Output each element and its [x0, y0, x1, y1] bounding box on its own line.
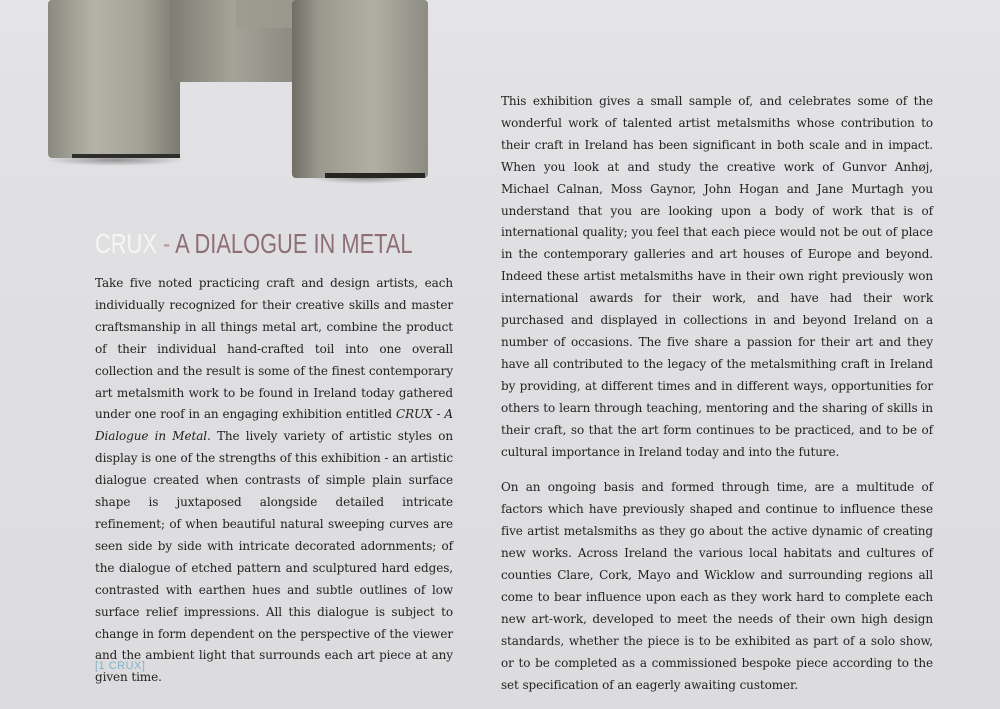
exhibition-title-italic: CRUX - A Dialogue in Metal — [95, 407, 453, 444]
paragraph-influences: On an ongoing basis and formed through time, are a multitude of factors which have previously shaped and continue to influence these five artist metalsmiths as they go about the active dynamic of creating new works. Across Ireland the various local habitats and cultures of counties Clare, Cork, Mayo and Wicklow and surrounding regions all come to bear influence upon each as they work hard to complete each new art-work, developed to meet the needs of their own high design standards, whether the piece is to be exhibited as part of a solo show, or to be completed as a commissioned bespoke piece according to the set specification of an eagerly awaiting customer. — [501, 480, 933, 692]
right-text-column — [501, 91, 933, 696]
title-crux: CRUX — [95, 228, 157, 259]
page-title — [95, 228, 413, 260]
intro-text-part2: . The lively variety of artistic styles on display is one of the strengths of this exhibition - an artistic dialogue created when contrasts of simple plain surface shape is juxtaposed alongside detailed intricate refinement; of when beautiful natural sweeping curves are seen side by side with intricate decorated adornments; of the dialogue of etched pattern and sculptured hard edges, contrasted with earthen hues and subtle outlines of low surface relief impressions. All this dialogue is subject to change in form dependent on the perspective of the viewer and the ambient light that surrounds each art piece at any given time. — [95, 429, 453, 685]
intro-paragraph — [95, 273, 453, 689]
intro-text-part1: Take five noted practicing craft and design artists, each individually recognized for their creative skills and master craftsmanship in all things metal art, combine the product of their individual hand-crafted toil into one overall collection and the result is some of the finest contemporary art metalsmith work to be found in Ireland today gathered under one roof in an engaging exhibition entitled — [95, 276, 453, 422]
metal-sculpture-photo — [0, 0, 470, 200]
left-text-column — [95, 273, 453, 689]
paragraph-exhibition-sample: This exhibition gives a small sample of, and celebrates some of the wonderful work of talented artist metalsmiths whose contribution to their craft in Ireland has been significant in both scale and in impact. When you look at and study the creative work of Gunvor Anhøj, Michael Calnan, Moss Gaynor, John Hogan and Jane Murtagh you understand that you are looking upon a body of work that is of international quality; you feel that each piece would not be out of place in the contemporary galleries and art houses of Europe and beyond. Indeed these artist metalsmiths have in their own right previously won international awards for their work, and have had their work purchased and displayed in collections in and beyond Ireland on a number of occasions. The five share a passion for their art and they have all contributed to the legacy of the metalsmithing craft in Ireland by providing, at different times and in different ways, opportunities for others to learn through teaching, mentoring and the sharing of skills in their craft, so that the art form continues to be practiced, and to be of cultural importance in Ireland today and into the future. — [501, 94, 933, 459]
title-dash: - — [162, 228, 171, 259]
page-footer: [1 CRUX] — [95, 660, 146, 672]
title-subtitle: A DIALOGUE IN METAL — [175, 228, 413, 259]
